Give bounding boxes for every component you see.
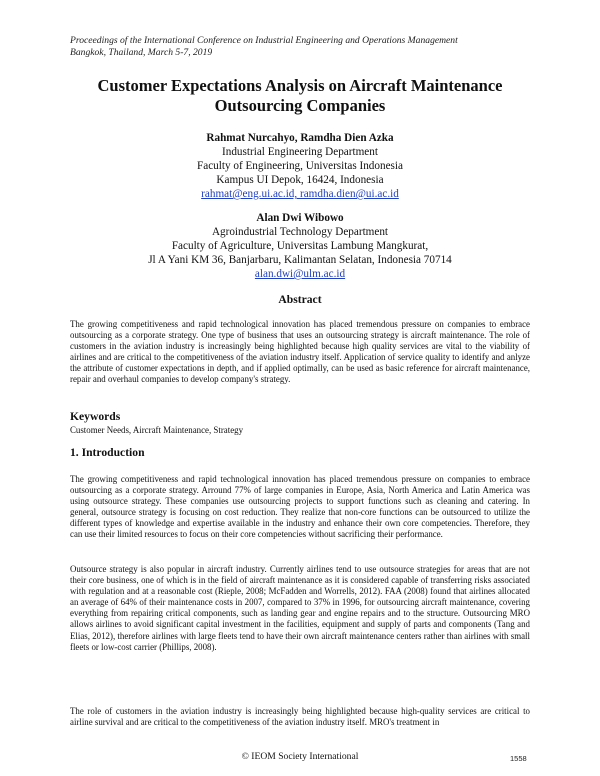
page-number: 1558 xyxy=(510,754,527,763)
running-head-line-2: Bangkok, Thailand, March 5-7, 2019 xyxy=(70,47,213,58)
affiliation-line: Industrial Engineering Department xyxy=(222,146,378,158)
body-paragraph: The role of customers in the aviation industry is increasingly being highlighted because high-quality services are critical to airline survival and are critical to the competitiveness of the aviation industry itself. MRO's treatment in xyxy=(70,706,530,728)
author-block xyxy=(60,131,540,281)
affiliation-line: Kampus UI Depok, 16424, Indonesia xyxy=(216,174,384,186)
running-head-line-1: Proceedings of the International Conference on Industrial Engineering and Operations Management xyxy=(70,35,458,46)
body-paragraph: Outsource strategy is also popular in aircraft industry. Currently airlines tend to use outsource strategies for areas that are not their core business, one of which is in the field of aircraft maintenance as it is considered capable of transferring risks associated with regulation and at a reasonable cost (Rieple, 2008; McFadden and Worrells, 2012). FAA (2008) found that airlines allocated an average of 64% of their maintenance costs in 2007, compared to 37% in 1996, for outsourcing aircraft maintenance, covering everything from repairing critical components, such as landing gear and engine repairs and to the structure. Outsourcing MRO allows airlines to avoid significant capital investment in the facilities, equipment and supply of parts and components (Tang and Elias, 2012), therefore airlines with large fleets tend to have their own aircraft maintenance centers rather than airlines with small fleets or low-cost carrier (Phillips, 2008). xyxy=(70,564,530,652)
keywords-heading: Keywords xyxy=(70,410,121,423)
copyright-footer: © IEOM Society International xyxy=(241,751,359,762)
affiliation-line: Jl A Yani KM 36, Banjarbaru, Kalimantan Selatan, Indonesia 70714 xyxy=(148,254,452,266)
author-names-2: Alan Dwi Wibowo xyxy=(256,212,344,224)
paper-title-line-2: Outsourcing Companies xyxy=(214,96,386,115)
author-names-1: Rahmat Nurcahyo, Ramdha Dien Azka xyxy=(206,132,394,144)
affiliation-line: Faculty of Engineering, Universitas Indonesia xyxy=(197,160,403,172)
affiliation-line: Agroindustrial Technology Department xyxy=(211,226,389,238)
paper-title-line-1: Customer Expectations Analysis on Aircraft Maintenance xyxy=(97,76,503,95)
affiliation-line: Faculty of Agriculture, Universitas Lambung Mangkurat, xyxy=(171,240,429,252)
running-head xyxy=(70,35,540,59)
body-paragraph: The growing competitiveness and rapid technological innovation has placed tremendous pressure on companies to embrace outsourcing as a corporate strategy. Arround 77% of large companies in Europe, Asia, North America and Latin America was using outsource strategy. These companies use outsourcing projects to support functions such as cleaning and catering. In general, outsource strategy is focusing on cost reduction. They realize that non-core functions can be outsourced to utilize the different types of knowledge and expertise available in the industry and enhance their own core competencies. Therefore, they can use their limited resources to focus on their core competencies without sacrificing their performance. xyxy=(70,474,530,540)
author-email-link-1[interactable]: rahmat@eng.ui.ac.id, ramdha.dien@ui.ac.id xyxy=(201,188,399,200)
abstract-text: The growing competitiveness and rapid technological innovation has placed tremendous pressure on companies to embrace outsourcing as a corporate strategy. One type of business that uses an outsourcing strategy is aircraft maintenance. The role of customers in the aviation industry is increasingly being highlighted because high quality services are vital to the viability of airlines and are critical to the competitiveness of the aviation industry itself. Application of service quality to identify and anlyze the attribute of customer expectations in depth, and if applied optimally, can be used as basic reference for aircraft maintenance, repair and overhaul companies to develop company's strategy. xyxy=(70,319,530,385)
abstract-heading: Abstract xyxy=(278,293,322,306)
author-email-link-2[interactable]: alan.dwi@ulm.ac.id xyxy=(254,268,346,280)
paper-title xyxy=(60,76,540,116)
introduction-heading: 1. Introduction xyxy=(70,446,145,459)
keywords-text: Customer Needs, Aircraft Maintenance, Strategy xyxy=(70,425,244,435)
